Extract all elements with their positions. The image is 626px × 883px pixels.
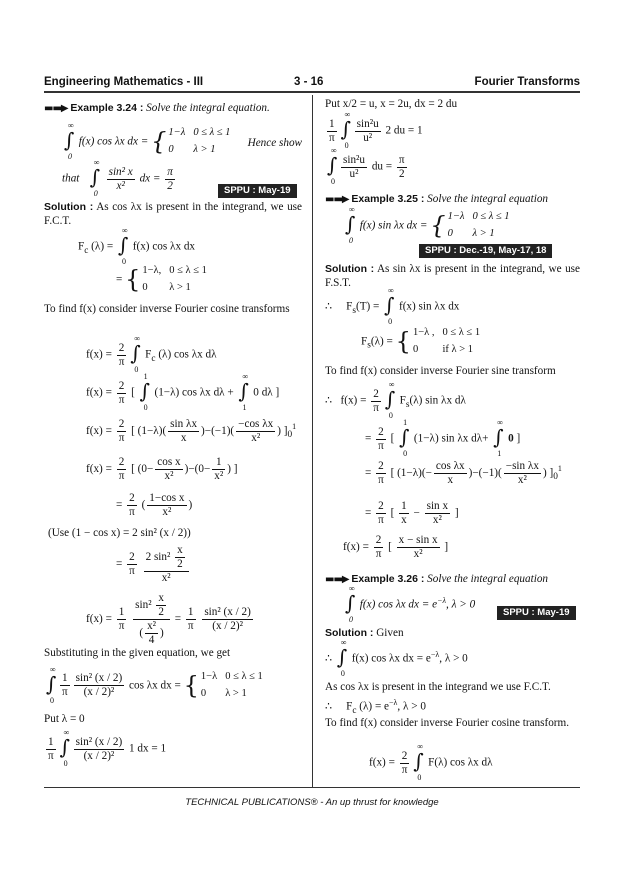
example-3-24-equation: ∞ ∫ 0 f(x) cos λx dx = { 1−λ 0 ≤ λ ≤ 1 0 λ > 1 Hence show bbox=[64, 120, 302, 161]
header-rule bbox=[44, 91, 580, 93]
example-text: Solve the integral equation. bbox=[146, 102, 270, 114]
solution-label: Solution : bbox=[325, 263, 375, 275]
show-that-equation: that ∞ ∫ 0 $\frac{\text{sin² x}}{\text{x²}}$ dx = $\frac{\pi}{2}$ bbox=[62, 158, 173, 198]
solution-text: As sin λx is present in the integrand, we use F.S.T. bbox=[325, 263, 580, 290]
r-step-2: ∞ ∫ 0 $\frac{\text{sin²u}}{\text{u²}}$ du = $\frac{\pi}{2}$ bbox=[327, 146, 405, 186]
step-5: = $\frac{2}{\pi}$ ( $\frac{\text{1−cos x}}{\text{x²}}$ ) bbox=[116, 492, 193, 518]
example-3-26-equation: ∞ ∫ 0 f(x) cos λx dx = $e^{-\lambda}$, λ > 0 bbox=[345, 584, 476, 624]
step-3: f(x) = $\frac{2}{\pi}$ [ (1−λ)( $\frac{\text{sin λx}}{x}$ )−(−1)( $\frac{\text{−cos λx}}{\text{x²}}$ ) ]$_0^1$ bbox=[86, 418, 297, 444]
example-3-25-equation: ∞ ∫ 0 f(x) sin λx dx = { 1−λ 0 ≤ λ ≤ 1 0 λ > 1 bbox=[345, 204, 510, 245]
example-3-25-heading bbox=[325, 192, 580, 207]
arrow-icon: ▬▬▶ bbox=[325, 574, 349, 585]
step-9: $\frac{1}{\pi}$ ∞ ∫ 0 $\frac{\text{sin² (x / 2)}}{\text{(x / 2)²}}$ 1 dx = 1 bbox=[48, 728, 167, 768]
sppu-tag: SPPU : May-19 bbox=[218, 184, 297, 198]
fst-cases: $F_s(\lambda)$ = { 1−λ , 0 ≤ λ ≤ 1 0 if λ > 1 bbox=[361, 327, 481, 356]
example-label: Example 3.24 : bbox=[70, 102, 144, 114]
sppu-tag: SPPU : May-19 bbox=[497, 606, 576, 620]
header-page-number: 3 - 16 bbox=[294, 76, 324, 88]
substituting-text: Substituting in the given equation, we get bbox=[44, 647, 231, 659]
fct-text: As cos λx is present in the integrand we use F.C.T. bbox=[325, 681, 551, 693]
page-footer: TECHNICAL PUBLICATIONS® - An up thrust for knowledge bbox=[185, 797, 439, 808]
example-text: Solve the integral equation bbox=[427, 193, 549, 205]
solution-paragraph bbox=[44, 200, 302, 228]
given-equation: ∴ ∞ ∫ 0 f(x) cos λx dx = $e^{-\lambda}$, λ > 0 bbox=[325, 638, 468, 678]
hence-show-text: Hence show bbox=[247, 137, 302, 149]
given-text: Given bbox=[376, 627, 404, 639]
fct-definition: $F_c$ (λ) = ∞ ∫ 0 f(x) cos λx dx bbox=[78, 226, 196, 266]
r-step-5: = $\frac{2}{\pi}$ [ (1−λ)(− $\frac{\text{cos λx}}{x}$ )−(−1)( $\frac{\text{−sin λx}}{\text{x²}}$ ) ]$_0^1$ bbox=[365, 460, 562, 486]
solution-label: Solution : bbox=[325, 627, 374, 639]
step-2: f(x) = $\frac{2}{\pi}$ [ 1 ∫ 0 (1−λ) cos λx dλ + ∞ ∫ 1 0 dλ ] bbox=[86, 372, 280, 412]
step-7: f(x) = $\frac{1}{\pi}$ sin² $\frac{x}{2}$ ( $\frac{\text{x²}}{4}$ ) = $\frac{1}{\pi}$ $\frac{\text{sin² (x / 2)}}{\text{(x / 2)²}}$ bbox=[86, 592, 251, 646]
put-lambda: Put λ = 0 bbox=[44, 713, 85, 725]
identity-note: (Use (1 − cos x) = 2 sin² (x / 2)) bbox=[48, 527, 191, 539]
example-label: Example 3.25 : bbox=[351, 193, 425, 205]
example-3-24-heading bbox=[44, 101, 270, 116]
example-text: Solve the integral equation bbox=[427, 573, 549, 585]
r-step-7: f(x) = $\frac{2}{\pi}$ [ $\frac{\text{x − sin x}}{\text{x²}}$ ] bbox=[343, 534, 449, 560]
r-step-3: ∴ f(x) = $\frac{2}{\pi}$ ∞ ∫ 0 $F_s(\lambda)$ sin λx dλ bbox=[325, 380, 466, 420]
step-4: f(x) = $\frac{2}{\pi}$ [ (0− $\frac{\text{cos x}}{\text{x²}}$ )−(0− $\frac{1}{\text{x²}}$ ) ] bbox=[86, 456, 238, 482]
solution-text: As cos λx is present in the integrand, we use F.C.T. bbox=[44, 201, 302, 228]
substitution-line: Put x/2 = u, x = 2u, dx = 2 du bbox=[325, 98, 458, 110]
fc-value: ∴ $F_c$ $(\lambda) = e^{-\lambda}$, λ > 0 bbox=[325, 698, 426, 716]
r-step-4: = $\frac{2}{\pi}$ [ 1 ∫ 0 (1−λ) sin λx dλ+ ∞ ∫ 1 0 ] bbox=[365, 418, 521, 458]
solution-given bbox=[325, 626, 404, 640]
that-text: that bbox=[62, 172, 80, 185]
header-chapter: Fourier Transforms bbox=[474, 76, 580, 88]
page-header bbox=[44, 76, 580, 90]
column-divider bbox=[312, 95, 313, 787]
arrow-icon: ▬▬▶ bbox=[325, 194, 349, 205]
step-6: = $\frac{2}{\pi}$ 2 sin² $\frac{x}{2}$ x² bbox=[116, 544, 191, 585]
arrow-icon: ▬▬▶ bbox=[44, 103, 68, 114]
sppu-tag: SPPU : Dec.-19, May-17, 18 bbox=[419, 244, 552, 258]
example-3-26-heading bbox=[325, 572, 580, 587]
inverse-text: To find f(x) consider inverse Fourier sine transform bbox=[325, 365, 556, 377]
fst-definition: ∴ $F_s(T)$ = ∞ ∫ 0 f(x) sin λx dx bbox=[325, 286, 460, 326]
fct-cases: = { 1−λ, 0 ≤ λ ≤ 1 0 λ > 1 bbox=[116, 265, 207, 294]
solution-label: Solution : bbox=[44, 201, 94, 213]
inverse-text: To find f(x) consider inverse Fourier cosine transforms bbox=[44, 303, 290, 315]
footer-rule bbox=[44, 787, 580, 788]
solution-paragraph bbox=[325, 262, 580, 290]
header-book-title: Engineering Mathematics - III bbox=[44, 76, 204, 88]
step-8: ∞ ∫ 0 $\frac{1}{\pi}$ $\frac{\text{sin² (x / 2)}}{\text{(x / 2)²}}$ cos λx dx = { 1−λ 0 ≤ λ ≤ 1 0 λ > 1 bbox=[46, 664, 263, 705]
step-1: f(x) = $\frac{2}{\pi}$ ∞ ∫ 0 $F_c$ (λ) cos λx dλ bbox=[86, 334, 217, 374]
r-step-8: f(x) = $\frac{2}{\pi}$ ∞ ∫ 0 F(λ) cos λx dλ bbox=[369, 742, 493, 782]
example-label: Example 3.26 : bbox=[351, 573, 425, 585]
r-step-1: $\frac{1}{\pi}$ ∞ ∫ 0 $\frac{\text{sin²u}}{\text{u²}}$ 2 du = 1 bbox=[329, 110, 423, 150]
inverse-cosine-text: To find f(x) consider inverse Fourier cosine transform. bbox=[325, 717, 570, 729]
r-step-6: = $\frac{2}{\pi}$ [ $\frac{1}{x}$ − $\frac{\text{sin x}}{\text{x²}}$ ] bbox=[365, 500, 459, 526]
